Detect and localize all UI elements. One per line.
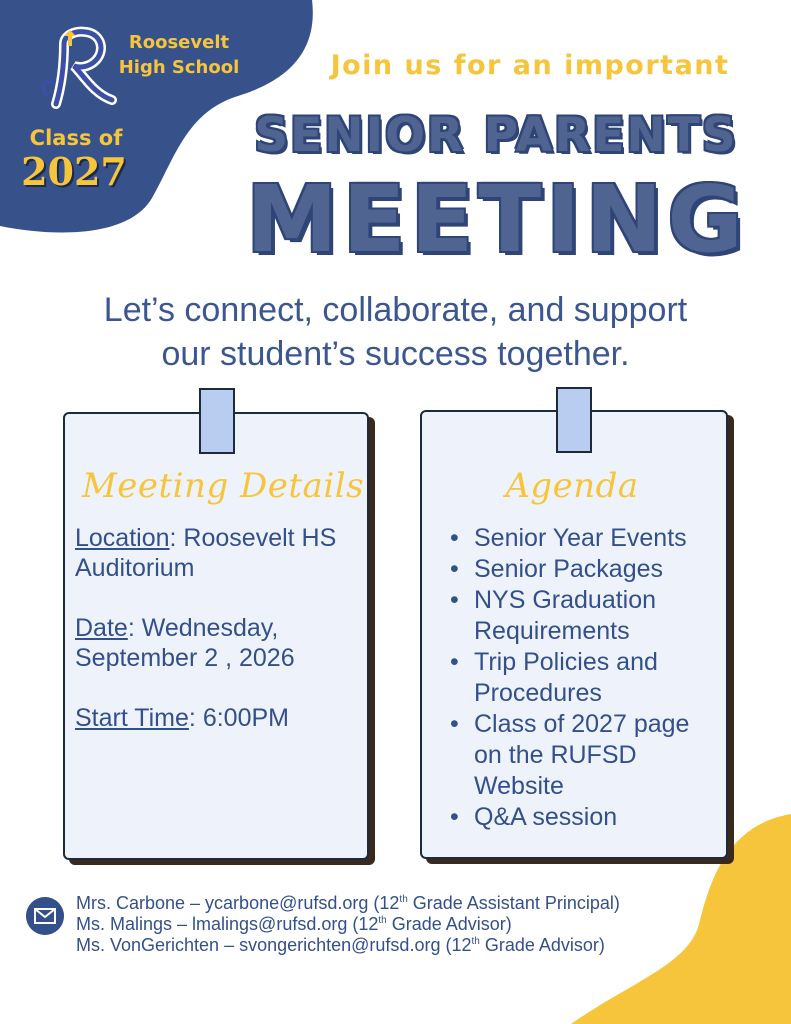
tape-decoration: [199, 388, 235, 454]
location-line: [75, 523, 365, 583]
contact-role: Grade Advisor): [386, 914, 512, 934]
contact-line: [76, 893, 756, 914]
tagline-line2: our student’s success together.: [161, 335, 630, 373]
agenda-title: Agenda: [505, 466, 639, 506]
time-value: : 6:00PM: [188, 704, 289, 732]
school-name-line1: Roosevelt: [128, 32, 230, 53]
contact-text: Ms. Malings – lmalings@rufsd.org (12: [76, 914, 379, 934]
contact-text: Ms. VonGerichten – svongerichten@rufsd.org (12: [76, 935, 472, 955]
contact-text: Mrs. Carbone – ycarbone@rufsd.org (12: [76, 893, 400, 913]
time-line: [75, 703, 365, 733]
agenda-list: [450, 523, 720, 833]
agenda-item: • Q&A session: [450, 802, 720, 833]
agenda-item: • Senior Year Events: [450, 523, 720, 554]
tagline: [0, 288, 791, 376]
contact-line: [76, 914, 756, 935]
contact-sup: th: [471, 936, 480, 947]
date-line: [75, 613, 365, 673]
class-of-label: Class of: [29, 126, 123, 150]
agenda-item: • Class of 2027 page on the RUFSD Website: [450, 709, 720, 802]
contact-list: [76, 893, 756, 956]
agenda-item: • Senior Packages: [450, 554, 720, 585]
agenda-item: • Trip Policies and Procedures: [450, 647, 720, 709]
date-label: Date: [75, 614, 128, 642]
contact-line: [76, 935, 756, 956]
title-senior-parents: SENIOR PARENTS: [254, 108, 738, 163]
tape-decoration: [556, 387, 592, 453]
meeting-details-body: [75, 523, 365, 763]
time-label: Start Time: [75, 704, 189, 732]
contact-sup: th: [399, 894, 408, 905]
date-value: : Wednesday, September 2 , 2026: [75, 614, 295, 672]
contact-role: Grade Advisor): [479, 935, 605, 955]
school-name: [104, 30, 254, 80]
intro-line: Join us for an important: [330, 50, 730, 81]
contact-sup: th: [378, 915, 387, 926]
meeting-details-title: Meeting Details: [81, 466, 365, 506]
school-name-line2: High School: [118, 57, 240, 78]
contact-role: Grade Assistant Principal): [407, 893, 620, 913]
title-meeting: MEETING: [246, 166, 748, 273]
tagline-line1: Let’s connect, collaborate, and support: [103, 291, 688, 329]
location-value: : Roosevelt HS Auditorium: [75, 524, 337, 582]
envelope-icon: [26, 897, 64, 935]
class-year: 2027: [21, 149, 127, 194]
location-label: Location: [75, 524, 170, 552]
agenda-item: • NYS Graduation Requirements: [450, 585, 720, 647]
